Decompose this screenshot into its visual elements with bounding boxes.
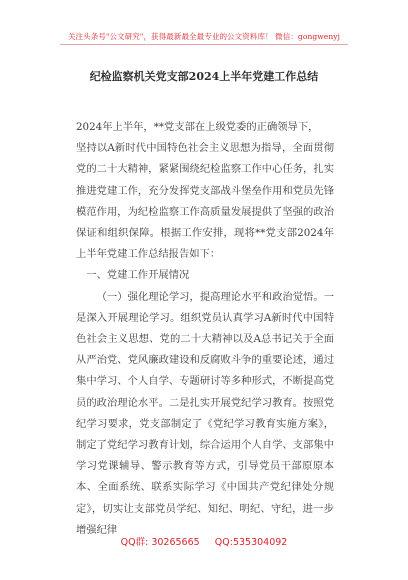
intro-first-line: 2024年上半年，**党支部在上级党委的正确领导下， bbox=[76, 121, 319, 133]
section-heading: 一、党建工作开展情况 bbox=[86, 269, 190, 282]
document-body bbox=[76, 117, 334, 541]
intro-paragraph: 坚持以A新时代中国特色社会主义思想为指导，全面贯彻党的二十大精神，紧紧围绕纪检监察工作中心任务，扎实推进党建工作，充分发挥党支部战斗堡垒作用和党员先锋模范作用，为纪检监察工作高质量发展提供了坚强的政治保证和组织保障。根据工作安排，现将**党支部2024年上半年党建工作总结报告如下： bbox=[76, 142, 334, 261]
document-title: 纪检监察机关党支部2024上半年党建工作总结 bbox=[89, 70, 319, 83]
header-banner: 关注头条号"公文研究"，获得最新最全最专业的公文资料库！ 微信：gongwenyj bbox=[67, 32, 341, 41]
subsection-paragraph: （一）强化理论学习，提高理论水平和政治觉悟。一是深入开展理论学习。组织党员认真学习A新时代中国特色社会主义思想、党的二十大精神以及A总书记关于全面从严治党、党风廉政建设和反腐败斗争的重要论述，通过集中学习、个人自学、专题研讨等多种形式，不断提高党员的政治理论水平。二是扎实开展党纪学习教育。按照党纪学习要求，党支部制定了《党纪学习教育实施方案》，制定了党纪学习教育计划，综合运用个人自学、支部集中学习党课辅导、警示教育等方式，引导党员干部原原本本、全面系统、联系实际学习《中国共产党纪律处分规定》，切实让支部党员学纪、知纪、明纪、守纪，进一步增强纪律 bbox=[76, 290, 334, 536]
header-divider bbox=[60, 44, 348, 45]
footer-contact: QQ群: 30265665 QQ:535304092 bbox=[120, 537, 288, 548]
